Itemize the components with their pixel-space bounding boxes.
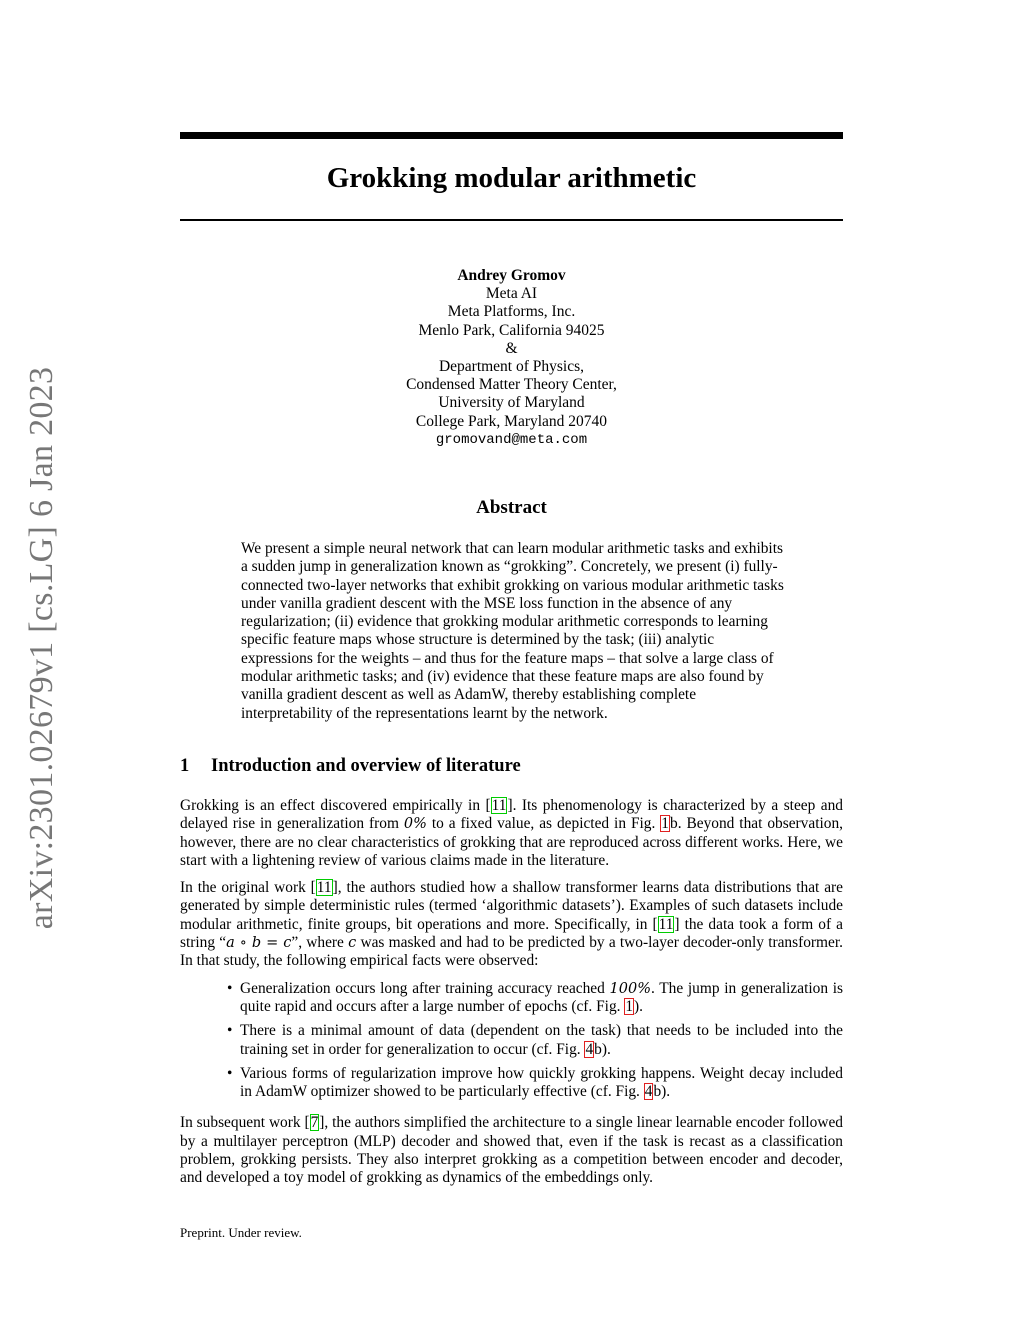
- math-inline: 100%: [609, 980, 651, 997]
- text-run: ).: [634, 997, 644, 1015]
- paragraph-original-work: [180, 879, 843, 970]
- list-item: [240, 980, 843, 1017]
- author-affiliation-line: &: [505, 339, 518, 357]
- math-inline: a ∘ b = c: [226, 935, 292, 952]
- citation-link[interactable]: 11: [491, 797, 507, 814]
- citation-link[interactable]: 11: [658, 915, 674, 933]
- author-affiliation-line: Menlo Park, California 94025: [418, 321, 605, 339]
- text-run: There is a minimal amount of data (dependent on the task) that needs to be included into the training set in order for generalization to occur (cf. Fig.: [240, 1022, 843, 1058]
- paper-title: Grokking modular arithmetic: [326, 162, 697, 194]
- text-run: b).: [594, 1040, 611, 1058]
- author-affiliation-line: Meta Platforms, Inc.: [447, 303, 576, 321]
- text-run: Various forms of regularization improve how quickly grokking happens. Weight decay included in AdamW optimizer showed to be particularly effective (cf. Fig.: [240, 1064, 843, 1101]
- figure-link[interactable]: 1: [625, 997, 634, 1015]
- author-name: Andrey Gromov: [457, 267, 566, 284]
- section-number: 1: [180, 756, 190, 776]
- figure-link[interactable]: 4: [585, 1040, 594, 1058]
- text-run: In subsequent work [: [180, 1114, 310, 1132]
- text-run: b).: [653, 1083, 671, 1101]
- list-item: [240, 1065, 843, 1102]
- text-run: . The jump in generalization is quite rapid and occurs after a large number of epochs (cf. Fig.: [240, 979, 843, 1015]
- abstract-heading: Abstract: [476, 497, 547, 518]
- abstract-body: We present a simple neural network that can learn modular arithmetic tasks and exhibits a sudden jump in generalization known as “grokking”. Concretely, we present (i) fully-connected two-layer networks that exhibit grokking on various modular arithmetic tasks under vanilla gradient descent with the MSE loss function in the absence of any regularization; (ii) evidence that grokking modular arithmetic corresponds to learning specific feature maps whose structure is determined by the task; (iii) analytic expressions for the weights – and thus for the feature maps – that solve a large class of modular arithmetic tasks; and (iv) evidence that these feature maps are also found by vanilla gradient descent as well as AdamW, thereby establishing complete interpretability of the representations learnt by the network.: [241, 540, 784, 722]
- section-heading: [180, 756, 521, 777]
- section-title: Introduction and overview of literature: [211, 756, 521, 776]
- text-run: ] the data took a form of a string “: [180, 915, 843, 952]
- text-run: b. Beyond that observation, however, there are no clear characteristics of grokking that are reproduced across different works. Here, we start with a lightening review of various claims made in the literature.: [180, 815, 843, 869]
- text-run: Generalization occurs long after training accuracy reached: [240, 979, 610, 997]
- author-affiliation-line: Meta AI: [485, 285, 538, 303]
- author-affiliation-line: University of Maryland: [438, 394, 585, 412]
- text-run: ”, where: [291, 934, 349, 952]
- title-rule-top: [180, 132, 843, 139]
- math-inline: 0%: [403, 816, 427, 833]
- text-run: Grokking is an effect discovered empirically in [: [180, 797, 491, 814]
- paragraph-subsequent-work: [180, 1114, 843, 1187]
- citation-link[interactable]: 7: [310, 1114, 319, 1132]
- author-block: [180, 267, 843, 449]
- figure-link[interactable]: 4: [644, 1083, 653, 1101]
- section-body: [180, 797, 843, 1197]
- text-run: ], the authors studied how a shallow transformer learns data distributions that are generated by simple deterministic rules (termed ‘algorithmic datasets’). Examples of such datasets include modular arithmetic, finite groups, bit operations and more. Specifically, in [: [180, 879, 843, 933]
- text-run: to a fixed value, as depicted in Fig.: [426, 815, 661, 833]
- title-rule-bottom: [180, 219, 843, 221]
- list-item: [240, 1022, 843, 1059]
- author-affiliation-line: Department of Physics,: [438, 358, 585, 376]
- author-affiliation-line: Condensed Matter Theory Center,: [406, 376, 617, 394]
- text-run: was masked and had to be predicted by a two-layer decoder-only transformer. In that study, the following empirical facts were observed:: [180, 934, 843, 970]
- math-inline: c: [348, 935, 357, 952]
- paragraph-intro: [180, 797, 843, 870]
- text-run: ]. Its phenomenology is characterized by a steep and delayed rise in generalization from: [180, 797, 844, 833]
- author-email[interactable]: gromovand@meta.com: [435, 431, 588, 448]
- text-run: ], the authors simplified the architecture to a single linear learnable encoder followed by a multilayer perceptron (MLP) decoder and showed that, even if the task is recast as a classification problem, grokking persists. They also interpret grokking as a competition between encoder and decoder, and developed a toy model of grokking as dynamics of the embeddings only.: [180, 1114, 844, 1187]
- footer-note: Preprint. Under review.: [180, 1225, 302, 1240]
- citation-link[interactable]: 11: [316, 879, 332, 897]
- arxiv-identifier-stamp: arXiv:2301.02679v1 [cs.LG] 6 Jan 2023: [23, 366, 60, 930]
- figure-link[interactable]: 1: [661, 815, 669, 833]
- empirical-facts-list: [180, 980, 843, 1102]
- text-run: In the original work [: [180, 879, 316, 897]
- author-affiliation-line: College Park, Maryland 20740: [415, 412, 608, 430]
